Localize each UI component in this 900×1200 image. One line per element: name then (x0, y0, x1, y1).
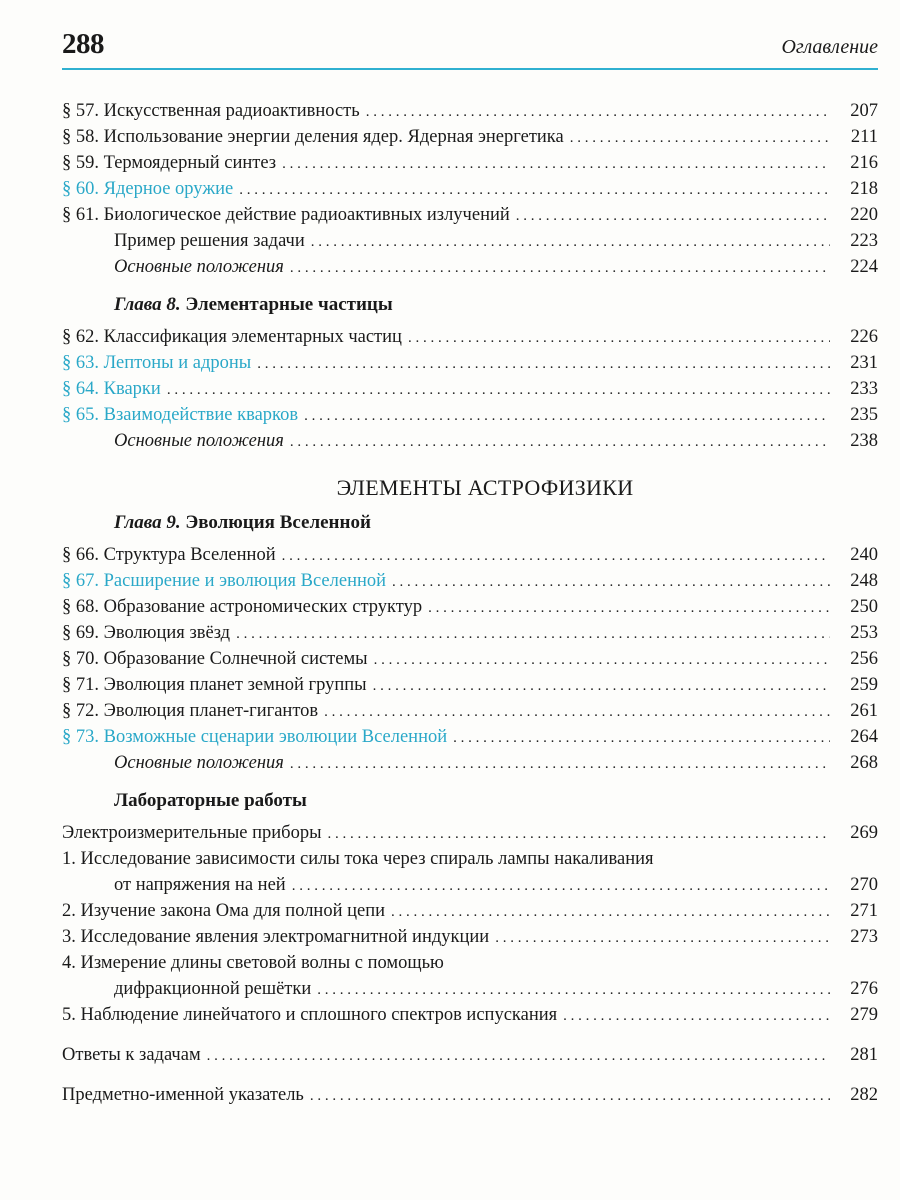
toc-entry[interactable] (62, 98, 878, 124)
entry-page: 261 (850, 701, 878, 721)
entry-number: § 71. (62, 675, 99, 695)
toc-entry[interactable] (62, 428, 878, 454)
toc-entry-line1[interactable] (62, 950, 878, 976)
toc-entry[interactable] (62, 176, 878, 202)
leader-dots (570, 125, 830, 151)
entry-title: Расширение и эволюция Вселенной (103, 571, 387, 591)
entry-page: 259 (850, 675, 878, 695)
leader-dots (282, 543, 830, 569)
entry-page: 211 (850, 127, 878, 147)
entry-page: 233 (850, 379, 878, 399)
entry-page: 207 (850, 101, 878, 121)
entry-title: Предметно-именной указатель (62, 1085, 304, 1105)
entry-number: § 72. (62, 701, 99, 721)
leader-dots (328, 821, 830, 847)
labs-heading: Лабораторные работы (114, 790, 307, 811)
entry-title: Взаимодействие кварков (103, 405, 299, 425)
entry-number: § 62. (62, 327, 99, 347)
leader-dots (374, 647, 830, 673)
toc-entry[interactable] (62, 672, 878, 698)
leader-dots (317, 977, 830, 1003)
leader-dots (282, 151, 830, 177)
toc-block-chapter-9 (62, 542, 878, 776)
leader-dots (408, 325, 830, 351)
chapter-heading (62, 290, 878, 320)
entry-page: 223 (850, 231, 878, 251)
entry-page: 231 (850, 353, 878, 373)
entry-title: 4. Измерение длины световой волны с помощью (62, 953, 444, 973)
toc-entry[interactable] (62, 646, 878, 672)
toc-entry[interactable] (62, 324, 878, 350)
entry-title: Образование Солнечной системы (103, 649, 368, 669)
toc-entry[interactable] (62, 402, 878, 428)
toc-entry-answers[interactable] (62, 1042, 878, 1068)
toc-entry[interactable] (62, 750, 878, 776)
entry-page: 250 (850, 597, 878, 617)
entry-title: Основные положения (114, 753, 284, 773)
toc-entry[interactable] (62, 228, 878, 254)
entry-page: 281 (850, 1045, 878, 1065)
toc-entry-line1[interactable] (62, 846, 878, 872)
entry-title: Ядерное оружие (103, 179, 234, 199)
entry-page: 276 (850, 979, 878, 999)
entry-number: § 70. (62, 649, 99, 669)
toc-entry[interactable] (62, 542, 878, 568)
leader-dots (167, 377, 830, 403)
toc-block-chapter-8 (62, 324, 878, 454)
chapter-title: Эволюция Вселенной (185, 512, 371, 533)
leader-dots (290, 255, 830, 281)
leader-dots (391, 899, 830, 925)
leader-dots (495, 925, 830, 951)
toc-block-labs (62, 820, 878, 1028)
entry-title: Искусственная радиоактивность (103, 101, 360, 121)
entry-page: 273 (850, 927, 878, 947)
entry-number: § 61. (62, 205, 99, 225)
toc-entry[interactable] (62, 150, 878, 176)
entry-title-cont: от напряжения на ней (114, 875, 286, 895)
toc-entry[interactable] (62, 568, 878, 594)
toc-entry[interactable] (62, 620, 878, 646)
chapter-heading (62, 508, 878, 538)
toc-entry[interactable] (62, 820, 878, 846)
entry-title: 5. Наблюдение линейчатого и сплошного спектров испускания (62, 1005, 558, 1025)
entry-number: § 60. (62, 179, 99, 199)
entry-title: Биологическое действие радиоактивных излучений (103, 205, 510, 225)
leader-dots (366, 99, 830, 125)
leader-dots (290, 429, 830, 455)
leader-dots (392, 569, 830, 595)
entry-number: § 67. (62, 571, 99, 591)
entry-title: Электроизмерительные приборы (62, 823, 322, 843)
leader-dots (292, 873, 830, 899)
entry-title: Использование энергии деления ядер. Ядерная энергетика (103, 127, 564, 147)
entry-page: 268 (850, 753, 878, 773)
entry-number: § 66. (62, 545, 99, 565)
toc-entry[interactable] (62, 924, 878, 950)
entry-page: 271 (850, 901, 878, 921)
entry-title: Основные положения (114, 257, 284, 277)
toc-entry[interactable] (62, 898, 878, 924)
toc-entry[interactable] (62, 976, 878, 1002)
entry-title-cont: дифракционной решётки (114, 979, 312, 999)
toc-entry[interactable] (62, 350, 878, 376)
entry-title: Термоядерный синтез (103, 153, 277, 173)
table-of-contents (62, 98, 878, 1108)
entry-number: § 68. (62, 597, 99, 617)
entry-page: 279 (850, 1005, 878, 1025)
entry-page: 270 (850, 875, 878, 895)
entry-title: 2. Изучение закона Ома для полной цепи (62, 901, 386, 921)
toc-entry[interactable] (62, 698, 878, 724)
chapter-prefix: Глава 9. (114, 512, 181, 533)
entry-page: 264 (850, 727, 878, 747)
header-rule (62, 68, 878, 70)
entry-title: Лептоны и адроны (103, 353, 252, 373)
page-header (62, 28, 878, 68)
entry-number: § 73. (62, 727, 99, 747)
entry-title: Эволюция планет земной группы (103, 675, 367, 695)
entry-title: Эволюция звёзд (103, 623, 231, 643)
leader-dots (310, 1083, 830, 1109)
entry-page: 235 (850, 405, 878, 425)
entry-title: Ответы к задачам (62, 1045, 201, 1065)
entry-title: Основные положения (114, 431, 284, 451)
leader-dots (311, 229, 830, 255)
entry-page: 282 (850, 1085, 878, 1105)
toc-entry[interactable] (62, 124, 878, 150)
chapter-prefix: Глава 8. (114, 294, 181, 315)
leader-dots (373, 673, 830, 699)
leader-dots (207, 1043, 830, 1069)
entry-page: 238 (850, 431, 878, 451)
toc-block-nuclear (62, 98, 878, 280)
entry-title: 3. Исследование явления электромагнитной индукции (62, 927, 490, 947)
entry-page: 256 (850, 649, 878, 669)
entry-title: Возможные сценарии эволюции Вселенной (103, 727, 448, 747)
toc-entry[interactable] (62, 1002, 878, 1028)
toc-entry[interactable] (62, 594, 878, 620)
entry-number: § 64. (62, 379, 99, 399)
entry-page: 253 (850, 623, 878, 643)
chapter-title: Элементарные частицы (185, 294, 393, 315)
toc-entry[interactable] (62, 376, 878, 402)
entry-number: § 63. (62, 353, 99, 373)
entry-page: 269 (850, 823, 878, 843)
entry-title: Эволюция планет-гигантов (103, 701, 319, 721)
entry-title: Образование астрономических структур (103, 597, 423, 617)
toc-entry[interactable] (62, 202, 878, 228)
entry-page: 220 (850, 205, 878, 225)
entry-number: § 69. (62, 623, 99, 643)
leader-dots (453, 725, 830, 751)
entry-title: Пример решения задачи (114, 231, 305, 251)
entry-page: 226 (850, 327, 878, 347)
entry-number: § 65. (62, 405, 99, 425)
entry-page: 240 (850, 545, 878, 565)
part-title: ЭЛЕМЕНТЫ АСТРОФИЗИКИ (336, 475, 634, 500)
entry-title: Кварки (103, 379, 161, 399)
leader-dots (290, 751, 830, 777)
leader-dots (516, 203, 830, 229)
entry-page: 216 (850, 153, 878, 173)
entry-number: § 59. (62, 153, 99, 173)
toc-entry[interactable] (62, 872, 878, 898)
toc-entry[interactable] (62, 724, 878, 750)
entry-number: § 58. (62, 127, 99, 147)
entry-title: 1. Исследование зависимости силы тока через спираль лампы накаливания (62, 849, 654, 869)
toc-entry-index[interactable] (62, 1082, 878, 1108)
leader-dots (324, 699, 830, 725)
entry-page: 218 (850, 179, 878, 199)
toc-entry[interactable] (62, 254, 878, 280)
leader-dots (563, 1003, 830, 1029)
page-number: 288 (62, 28, 104, 60)
leader-dots (239, 177, 830, 203)
leader-dots (428, 595, 830, 621)
entry-page: 224 (850, 257, 878, 277)
leader-dots (257, 351, 830, 377)
entry-page: 248 (850, 571, 878, 591)
entry-title: Структура Вселенной (103, 545, 276, 565)
running-title: Оглавление (781, 36, 878, 58)
leader-dots (236, 621, 830, 647)
leader-dots (304, 403, 830, 429)
entry-number: § 57. (62, 101, 99, 121)
entry-title: Классификация элементарных частиц (103, 327, 402, 347)
